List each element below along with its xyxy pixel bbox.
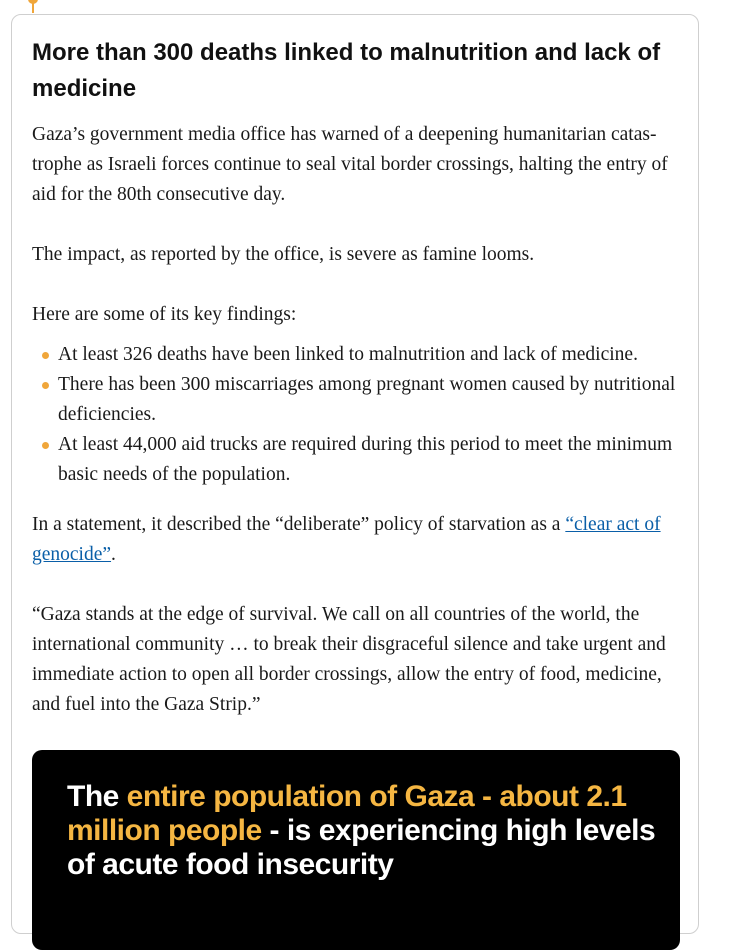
bullet-icon — [42, 382, 49, 389]
intro-paragraph: Gaza’s government media office has warned of a deepening humanitarian catastrophe as Israeli forces continue to seal vital border crossings, halting the entry of aid for the 80th consecutive day. — [32, 124, 668, 205]
infographic-highlight: entire population of Gaza - about 2.1 million people — [67, 780, 627, 847]
infographic-text-part: The — [67, 780, 127, 813]
live-update-card — [11, 14, 699, 934]
statement-end: . — [111, 544, 116, 565]
list-item — [32, 430, 682, 490]
quote-paragraph: “Gaza stands at the edge of survival. We call on all countries of the world, the international community … to break their disgraceful silence and take urgent and immediate action to open all border crossings, allow the entry of food, medicine, and fuel into the Gaza Strip.” — [32, 604, 666, 715]
bullet-icon — [42, 442, 49, 449]
infographic-image — [32, 750, 680, 950]
statement-paragraph — [32, 510, 682, 570]
card-content — [32, 35, 682, 950]
post-title: More than 300 deaths linked to malnutrition and lack of medicine — [32, 39, 661, 102]
list-item-text: At least 44,000 aid trucks are required during this period to meet the minimum basic needs of the population. — [58, 434, 673, 485]
genocide-link[interactable]: “clear act of genocide” — [32, 514, 661, 565]
timeline-line — [32, 0, 34, 13]
findings-intro: Here are some of its key findings: — [32, 304, 297, 325]
statement-text: In a statement, it described the “deliberate” policy of starvation as a — [32, 514, 566, 535]
findings-list — [32, 340, 682, 490]
list-item-text: There has been 300 miscarriages among pregnant women caused by nutritional deficiencies. — [58, 374, 676, 425]
infographic-text-part: - is experiencing high levels of acute food insecurity — [67, 814, 656, 881]
list-item — [32, 340, 682, 370]
list-item — [32, 370, 682, 430]
list-item-text: At least 326 deaths have been linked to malnutrition and lack of medicine. — [58, 344, 638, 365]
infographic-text — [67, 780, 667, 882]
bullet-icon — [42, 352, 49, 359]
impact-paragraph: The impact, as reported by the office, is severe as famine looms. — [32, 244, 535, 265]
